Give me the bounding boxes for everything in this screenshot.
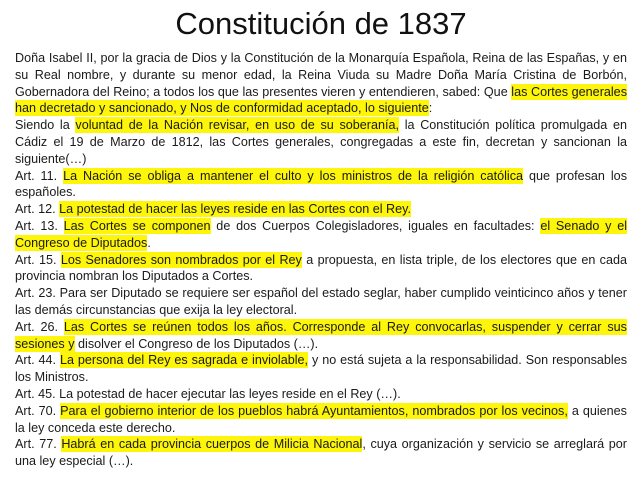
paragraph-1 [15, 50, 627, 117]
paragraph-6 [15, 252, 627, 286]
text-segment: de dos Cuerpos Colegisladores, iguales en facultades: [210, 218, 541, 233]
paragraph-12 [15, 436, 627, 470]
text-segment: Art. 23. Para ser Diputado se requiere ser español del estado seglar, haber cumplido veinticinco años y tener las demás circunstancias que exija la ley electoral. [15, 286, 627, 317]
text-segment: : [428, 101, 433, 116]
paragraph-3 [15, 168, 627, 202]
paragraph-9 [15, 352, 627, 386]
text-segment: a quienes la ley conceda este derecho. [15, 403, 627, 435]
text-segment: Art. 44. [15, 353, 60, 368]
text-segment: la Constitución política promulgada en Cádiz el 19 de Marzo de 1812, las Cortes generales, congregadas a este fin, decretan y sancionan la siguiente(…) [15, 118, 627, 166]
paragraph-8 [15, 319, 627, 353]
highlighted-text: Para el gobierno interior de los pueblos habrá Ayuntamientos, nombrados por los vecinos, [60, 403, 568, 418]
text-segment: , cuya organización y servicio se arreglará por una ley especial (…). [15, 437, 627, 469]
page-title: Constitución de 1837 [175, 6, 467, 41]
paragraph-2 [15, 117, 627, 167]
highlighted-text: La persona del Rey es sagrada e inviolable, [59, 353, 309, 368]
text-segment: Art. 77. [15, 437, 62, 452]
text-segment: Art. 15. [15, 252, 61, 267]
highlighted-text: Las Cortes se componen [63, 218, 211, 233]
paragraph-4 [15, 201, 627, 218]
document-body [15, 50, 627, 470]
text-segment: Siendo la [15, 118, 76, 133]
highlighted-text: La potestad de hacer las leyes reside en las Cortes con el Rey. [59, 202, 411, 217]
text-segment: y no está sujeta a la responsabilidad. Son responsables los Ministros. [15, 353, 627, 385]
text-segment: Art. 11. [15, 168, 64, 183]
text-segment: disolver el Congreso de los Diputados (…). [74, 336, 319, 351]
paragraph-5 [15, 218, 627, 252]
text-segment: que profesan los españoles. [15, 168, 627, 200]
highlighted-text: Habrá en cada provincia cuerpos de Milicia Nacional [61, 437, 363, 452]
text-segment: . [147, 235, 151, 250]
highlighted-text: las Cortes generales han decretado y sancionado, y Nos de conformidad aceptado, lo siguiente [15, 84, 627, 116]
highlighted-text: voluntad de la Nación revisar, en uso de su soberanía, [75, 118, 399, 133]
text-segment: Art. 26. [15, 319, 64, 334]
text-segment: Art. 70. [15, 403, 61, 418]
text-segment: Art. 13. [15, 218, 64, 233]
paragraph-11 [15, 403, 627, 437]
text-segment: Art. 12. [15, 202, 60, 217]
paragraph-7 [15, 285, 627, 319]
text-segment: Art. 45. La potestad de hacer ejecutar las leyes reside en el Rey (…). [15, 386, 401, 401]
text-segment: Doña Isabel II, por la gracia de Dios y la Constitución de la Monarquía Española, Reina de las Españas, y en su Real nombre, y durante su menor edad, la Reina Viuda su Madre Doña María Cristina de Borbón, Gobernadora del Reino; a todos los que las presentes vieren y entendieren, sabed: Que [15, 51, 627, 99]
highlighted-text: La Nación se obliga a mantener el culto y los ministros de la religión católica [63, 168, 524, 183]
highlighted-text: Las Cortes se reúnen todos los años. Corresponde al Rey convocarlas, suspender y cerrar sus sesiones y [15, 319, 627, 351]
paragraph-10 [15, 386, 627, 403]
highlighted-text: el Senado y el Congreso de Diputados [15, 218, 627, 250]
highlighted-text: Los Senadores son nombrados por el Rey [60, 252, 302, 267]
text-segment: a propuesta, en lista triple, de los electores que en cada provincia nombran los Diputados a Cortes. [15, 252, 627, 284]
